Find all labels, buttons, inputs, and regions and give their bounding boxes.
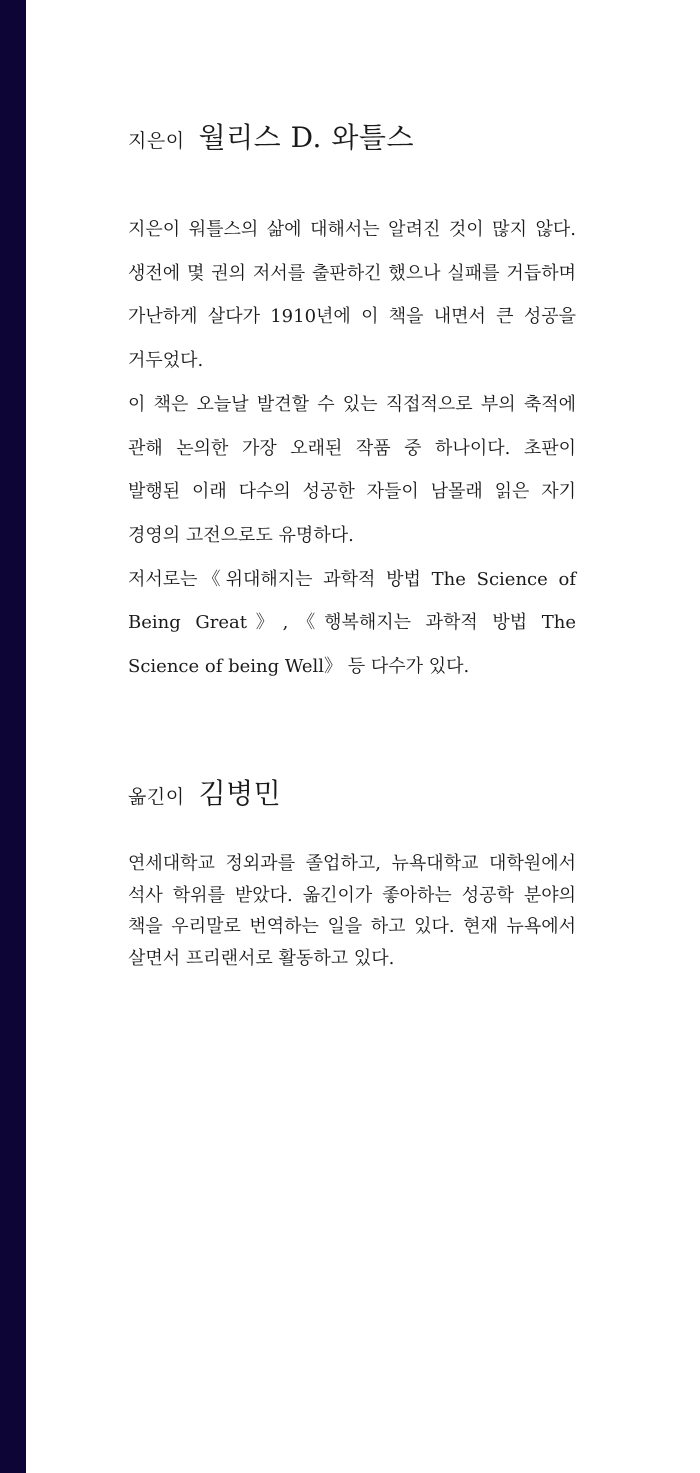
author-bio [128, 208, 576, 689]
author-role-label: 지은이 [128, 130, 185, 152]
translator-heading [128, 772, 588, 812]
translator-name: 김병민 [198, 777, 282, 810]
author-bio-paragraph: 이 책은 오늘날 발견할 수 있는 직접적으로 부의 축적에 관해 논의한 가장 오래된 작품 중 하나이다. 초판이 발행된 이래 다수의 성공한 자들이 남몰래 읽은 자기 경영의 고전으로도 유명하다. [128, 393, 576, 546]
author-bio-paragraph: 저서로는《위대해지는 과학적 방법 The Science of Being Great》,《행복해지는 과학적 방법 The Science of being Well》 등 다수가 있다. [128, 568, 576, 678]
translator-bio-paragraph: 연세대학교 정외과를 졸업하고, 뉴욕대학교 대학원에서 석사 학위를 받았다. 옮긴이가 좋아하는 성공학 분야의 책을 우리말로 번역하는 일을 하고 있다. 현재 뉴욕에서 살면서 프리랜서로 활동하고 있다. [128, 853, 576, 969]
author-name: 월리스 D. 와틀스 [198, 121, 415, 154]
translator-bio [128, 848, 576, 974]
book-spine-bar [0, 0, 26, 1473]
translator-role-label: 옮긴이 [128, 786, 185, 808]
author-bio-paragraph: 지은이 워틀스의 삶에 대해서는 알려진 것이 많지 않다. 생전에 몇 권의 저서를 출판하긴 했으나 실패를 거듭하며 가난하게 살다가 1910년에 이 책을 내면서 큰 성공을 거두었다. [128, 219, 576, 372]
author-heading [128, 116, 588, 156]
